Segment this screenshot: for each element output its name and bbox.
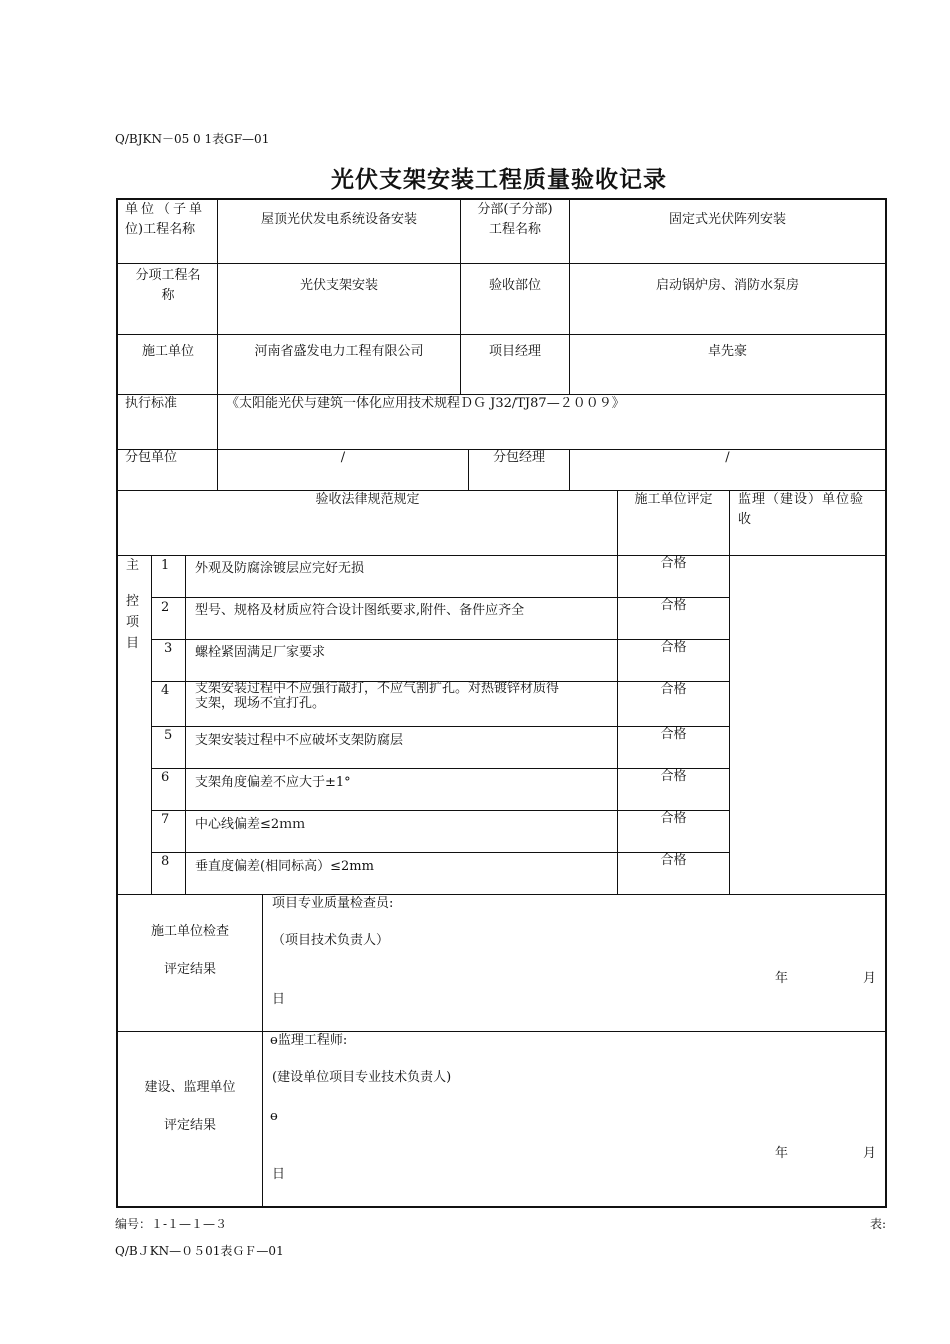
item-text: 型号、规格及材质应符合设计图纸要求,附件、备件应齐全	[195, 603, 525, 618]
item-no: 2	[161, 600, 170, 615]
supervision-year-label: 年	[775, 1146, 789, 1161]
item-no: 6	[161, 770, 170, 785]
item-no: 5	[164, 728, 173, 743]
construction-month-label: 月	[863, 971, 877, 986]
project-manager-value: 卓先豪	[707, 344, 747, 359]
unit-project-name-value: 屋顶光伏发电系统设备安装	[260, 212, 417, 227]
item-text: 外观及防腐涂镀层应完好无损	[195, 561, 365, 576]
supervision-month-label: 月	[863, 1146, 877, 1161]
item-result: 合格	[660, 556, 687, 571]
item-text: 中心线偏差≤2ｍｍ	[195, 817, 306, 832]
supervision-engineer-label: ɵ监理工程师:	[270, 1033, 348, 1048]
construction-eval-header: 施工单位评定	[634, 492, 713, 507]
subitem-name-value: 光伏支架安装	[299, 278, 378, 293]
page-title: 光伏支架安装工程质量验收记录	[331, 166, 667, 193]
serial-number: 编号：１-１—１—３	[115, 1217, 228, 1231]
item-result: 合格	[660, 640, 687, 655]
supervision-mark: ɵ	[270, 1109, 278, 1124]
division-name-value: 固定式光伏阵列安装	[668, 212, 786, 227]
main-control-char: 项	[126, 615, 140, 630]
unit-project-name-label: 单位（子单 位)工程名称	[125, 202, 206, 237]
division-name-label: 分部(子分部) 工程名称	[477, 202, 553, 237]
item-result: 合格	[660, 811, 687, 826]
item-result: 合格	[660, 769, 687, 784]
item-text: 支架角度偏差不应大于±1°	[195, 775, 351, 790]
doc-code-top: Q/BJKN－05 0 1表GF—01	[115, 132, 270, 146]
subcontractor-value: /	[340, 450, 346, 465]
item-no: 1	[161, 558, 170, 573]
item-text: 支架安装过程中不应强行敲打，不应气割扩孔。对热镀锌材质得 支架，现场不宜打孔。	[195, 681, 560, 711]
item-no: 3	[164, 641, 173, 656]
item-no: 7	[161, 812, 170, 827]
subitem-name-label: 分项工程名 称	[135, 268, 201, 303]
acceptance-location-value: 启动锅炉房、消防水泵房	[655, 278, 799, 293]
item-result: 合格	[660, 682, 687, 697]
main-control-char: 目	[126, 636, 140, 651]
supervision-header: 监理（建设）单位验 收	[738, 492, 865, 527]
supervision-day-label: 日	[272, 1167, 286, 1182]
subcontract-manager-label: 分包经理	[492, 450, 545, 465]
construction-tech-lead-label: （项目技术负责人）	[272, 933, 390, 948]
doc-code-bottom: Q/BＪKN—０５01表ＧＦ—01	[115, 1244, 284, 1258]
construction-unit-value: 河南省盛发电力工程有限公司	[254, 344, 424, 359]
spec-header: 验收法律规范规定	[315, 492, 420, 507]
item-result: 合格	[660, 598, 687, 613]
item-text: 垂直度偏差(相同标高）≤2mm	[195, 859, 374, 874]
item-result: 合格	[660, 727, 687, 742]
subcontract-manager-value: /	[725, 450, 730, 465]
item-text: 支架安装过程中不应破坏支架防腐层	[195, 733, 404, 748]
supervision-check-label: 建设、监理单位 评定结果	[144, 1080, 236, 1133]
subcontractor-label: 分包单位	[125, 450, 178, 465]
item-no: 4	[161, 683, 170, 698]
standard-value: 《太阳能光伏与建筑一体化应用技术规程ＤＧ J32/TJ87—２００９》	[226, 396, 625, 411]
standard-label: 执行标准	[125, 396, 178, 411]
construction-day-label: 日	[272, 992, 286, 1007]
main-control-char: 控	[126, 594, 140, 609]
acceptance-location-label: 验收部位	[488, 278, 541, 293]
item-no: 8	[161, 854, 170, 869]
main-control-char: 主	[126, 558, 140, 573]
construction-year-label: 年	[775, 971, 789, 986]
construction-inspector-label: 项目专业质量检查员:	[272, 896, 394, 911]
item-text: 螺栓紧固满足厂家要求	[195, 645, 326, 660]
construction-check-label: 施工单位检查 评定结果	[150, 924, 229, 977]
item-result: 合格	[660, 853, 687, 868]
main-control-label	[126, 556, 146, 654]
table-label: 表:	[870, 1217, 887, 1231]
project-manager-label: 项目经理	[488, 344, 541, 359]
owner-tech-lead-label: (建设单位项目专业技术负责人)	[272, 1070, 452, 1085]
construction-unit-label: 施工单位	[141, 344, 194, 359]
